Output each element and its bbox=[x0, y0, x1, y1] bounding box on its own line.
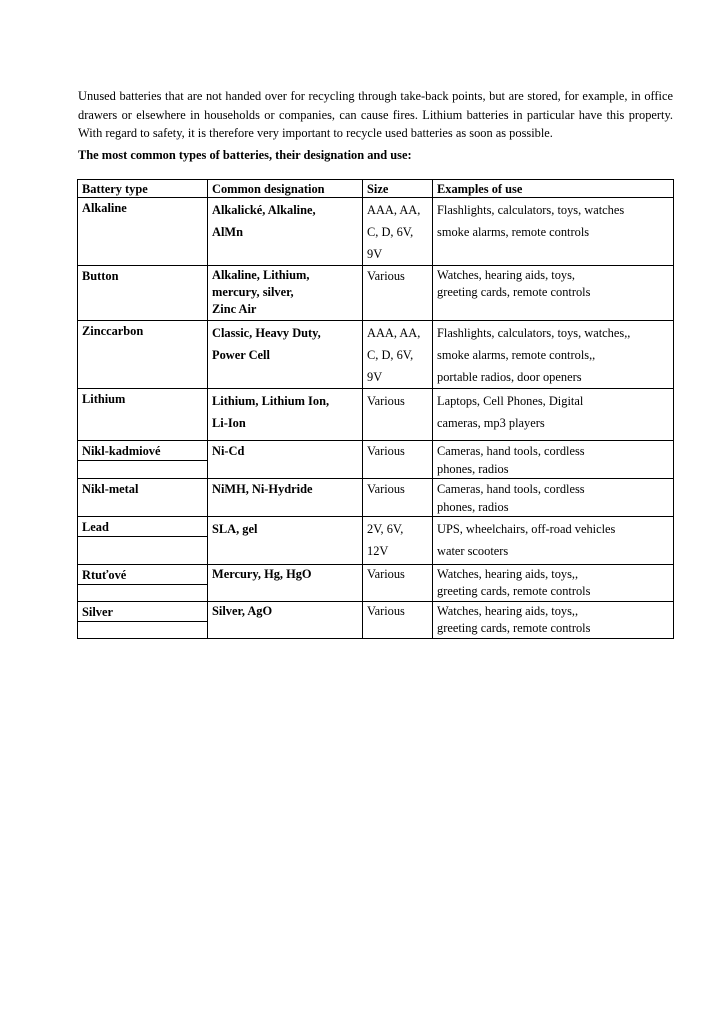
battery-type-text: Alkaline bbox=[82, 201, 127, 215]
designation-line: NiMH, Ni-Hydride bbox=[212, 482, 313, 496]
uses-line: Watches, hearing aids, toys,, bbox=[437, 567, 579, 581]
designation-line: Mercury, Hg, HgO bbox=[212, 567, 312, 581]
uses-line: UPS, wheelchairs, off-road vehicles bbox=[437, 522, 616, 536]
battery-type-cell bbox=[78, 198, 208, 266]
size-cell bbox=[363, 479, 433, 517]
uses-line: cameras, mp3 players bbox=[437, 416, 545, 430]
cell-divider bbox=[78, 621, 207, 622]
table-heading: The most common types of batteries, their designation and use: bbox=[78, 148, 412, 162]
size-cell bbox=[363, 266, 433, 321]
table-header-row bbox=[78, 180, 674, 198]
table-row bbox=[78, 198, 674, 266]
battery-type-cell bbox=[78, 321, 208, 389]
uses-line: greeting cards, remote controls bbox=[437, 621, 591, 635]
battery-type-text: Nikl-kadmiové bbox=[82, 444, 161, 458]
battery-type-text: Lithium bbox=[82, 392, 126, 406]
designation-line: Alkalické, Alkaline, bbox=[212, 203, 316, 217]
designation-line: Power Cell bbox=[212, 348, 270, 362]
size-line: Various bbox=[367, 482, 405, 496]
size-line: Various bbox=[367, 604, 405, 618]
designation-cell bbox=[208, 441, 363, 479]
battery-type-text: Lead bbox=[82, 520, 109, 534]
battery-type-text: Nikl-metal bbox=[82, 482, 139, 496]
uses-cell bbox=[433, 321, 674, 389]
battery-type-cell bbox=[78, 441, 208, 479]
uses-cell bbox=[433, 517, 674, 565]
table-row bbox=[78, 479, 674, 517]
header-common-designation: Common designation bbox=[208, 180, 363, 198]
uses-line: greeting cards, remote controls bbox=[437, 285, 591, 299]
designation-cell bbox=[208, 266, 363, 321]
size-line: 9V bbox=[367, 247, 383, 261]
uses-cell bbox=[433, 266, 674, 321]
uses-cell bbox=[433, 479, 674, 517]
uses-cell bbox=[433, 441, 674, 479]
size-line: 2V, 6V, bbox=[367, 522, 404, 536]
size-cell bbox=[363, 602, 433, 639]
battery-type-text: Button bbox=[82, 269, 119, 283]
table-row bbox=[78, 602, 674, 639]
header-size: Size bbox=[363, 180, 433, 198]
size-cell bbox=[363, 389, 433, 441]
size-line: AAA, AA, bbox=[367, 326, 421, 340]
cell-divider bbox=[78, 460, 207, 461]
size-line: Various bbox=[367, 269, 405, 283]
uses-line: phones, radios bbox=[437, 462, 509, 476]
table-row bbox=[78, 389, 674, 441]
battery-type-cell bbox=[78, 565, 208, 602]
designation-line: SLA, gel bbox=[212, 522, 258, 536]
designation-line: Classic, Heavy Duty, bbox=[212, 326, 321, 340]
intro-paragraph: Unused batteries that are not handed over for recycling through take-back points, but are stored, for example, in office drawers or elsewhere in households or companies, can cause fires. Lithium batteries in particular have this property. With regard to safety, it is therefore very important to recycle used batteries as soon as possible. bbox=[78, 89, 673, 140]
battery-type-cell bbox=[78, 266, 208, 321]
designation-line: Silver, AgO bbox=[212, 604, 273, 618]
cell-divider bbox=[78, 536, 207, 537]
battery-type-text: Zinccarbon bbox=[82, 324, 144, 338]
battery-type-text: Silver bbox=[82, 605, 113, 619]
designation-line: Lithium, Lithium Ion, bbox=[212, 394, 330, 408]
uses-line: Watches, hearing aids, toys,, bbox=[437, 604, 579, 618]
table-row bbox=[78, 565, 674, 602]
uses-line: water scooters bbox=[437, 544, 509, 558]
uses-line: Cameras, hand tools, cordless bbox=[437, 444, 585, 458]
designation-cell bbox=[208, 565, 363, 602]
designation-cell bbox=[208, 517, 363, 565]
size-cell bbox=[363, 321, 433, 389]
designation-line: Alkaline, Lithium, bbox=[212, 268, 310, 282]
designation-cell bbox=[208, 602, 363, 639]
battery-type-cell bbox=[78, 602, 208, 639]
designation-line: AlMn bbox=[212, 225, 243, 239]
table-row bbox=[78, 517, 674, 565]
designation-cell bbox=[208, 198, 363, 266]
size-line: C, D, 6V, bbox=[367, 348, 414, 362]
uses-line: Laptops, Cell Phones, Digital bbox=[437, 394, 584, 408]
uses-cell bbox=[433, 198, 674, 266]
table-row bbox=[78, 266, 674, 321]
uses-cell bbox=[433, 565, 674, 602]
battery-table bbox=[77, 179, 674, 639]
uses-line: portable radios, door openers bbox=[437, 370, 582, 384]
size-line: AAA, AA, bbox=[367, 203, 421, 217]
table-row bbox=[78, 441, 674, 479]
uses-line: Flashlights, calculators, toys, watches,, bbox=[437, 326, 631, 340]
size-line: 12V bbox=[367, 544, 389, 558]
size-line: Various bbox=[367, 394, 405, 408]
designation-line: mercury, silver, bbox=[212, 285, 294, 299]
uses-line: Watches, hearing aids, toys, bbox=[437, 268, 576, 282]
uses-line: smoke alarms, remote controls,, bbox=[437, 348, 596, 362]
battery-type-text: Rtuťové bbox=[82, 568, 127, 582]
size-cell bbox=[363, 565, 433, 602]
designation-line: Li-Ion bbox=[212, 416, 246, 430]
size-line: Various bbox=[367, 567, 405, 581]
uses-line: greeting cards, remote controls bbox=[437, 584, 591, 598]
battery-type-cell bbox=[78, 389, 208, 441]
header-battery-type: Battery type bbox=[78, 180, 208, 198]
size-cell bbox=[363, 441, 433, 479]
designation-line: Zinc Air bbox=[212, 302, 257, 316]
size-line: Various bbox=[367, 444, 405, 458]
designation-cell bbox=[208, 321, 363, 389]
table-row bbox=[78, 321, 674, 389]
size-cell bbox=[363, 198, 433, 266]
size-line: 9V bbox=[367, 370, 383, 384]
uses-line: Cameras, hand tools, cordless bbox=[437, 482, 585, 496]
designation-line: Ni-Cd bbox=[212, 444, 245, 458]
uses-cell bbox=[433, 602, 674, 639]
uses-line: phones, radios bbox=[437, 500, 509, 514]
designation-cell bbox=[208, 389, 363, 441]
size-line: C, D, 6V, bbox=[367, 225, 414, 239]
battery-type-cell bbox=[78, 517, 208, 565]
uses-cell bbox=[433, 389, 674, 441]
cell-divider bbox=[78, 584, 207, 585]
designation-cell bbox=[208, 479, 363, 517]
uses-line: smoke alarms, remote controls bbox=[437, 225, 590, 239]
size-cell bbox=[363, 517, 433, 565]
uses-line: Flashlights, calculators, toys, watches bbox=[437, 203, 625, 217]
battery-type-cell bbox=[78, 479, 208, 517]
header-examples-of-use: Examples of use bbox=[433, 180, 674, 198]
